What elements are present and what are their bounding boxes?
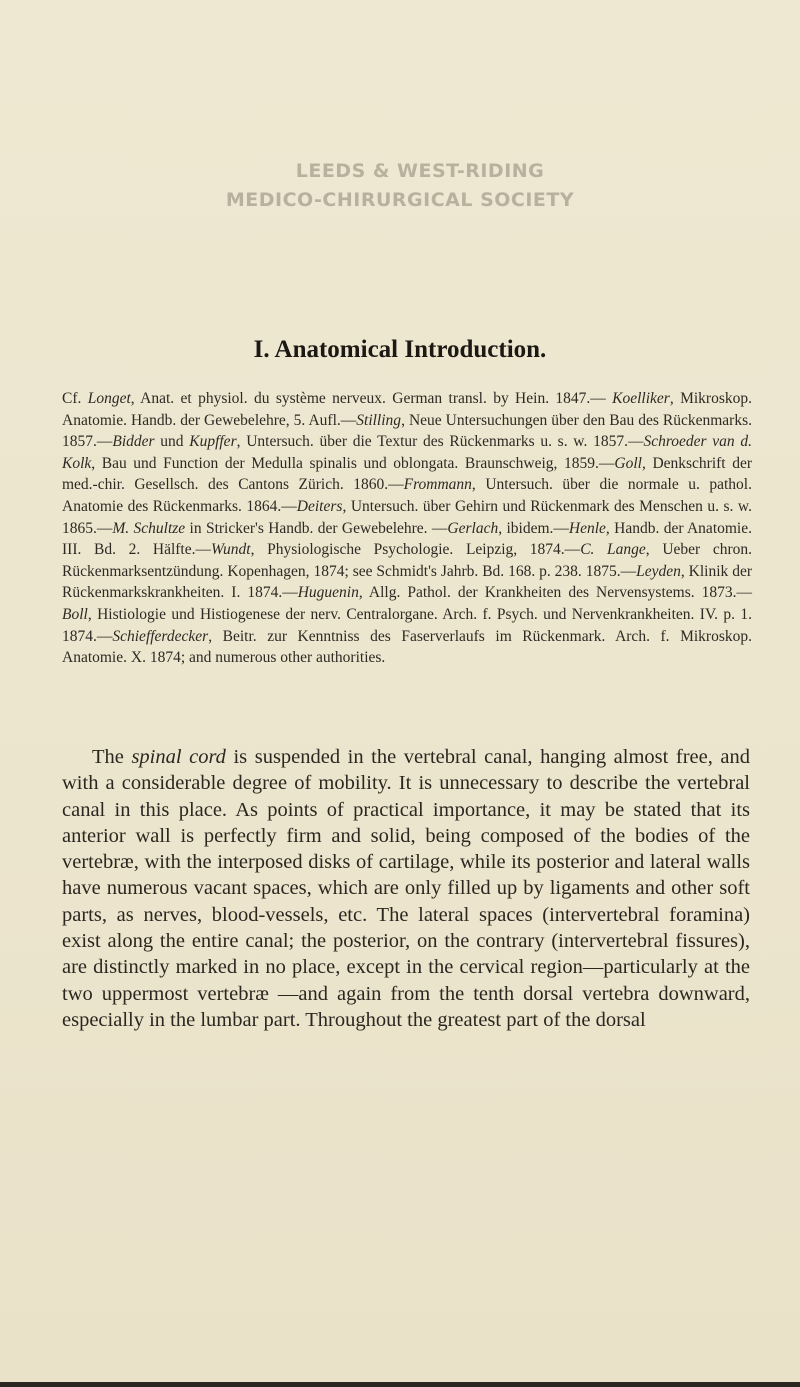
body-pre-term: The bbox=[92, 746, 132, 768]
reference-text: , Physiologische Psychologie. Leipzig, 1874.— bbox=[250, 541, 581, 559]
library-stamp-line-2: MEDICO-CHIRURGICAL SOCIETY bbox=[225, 189, 575, 211]
reference-text: , Untersuch. über die Textur des Rückenmarks u. s. w. 1857.— bbox=[236, 433, 644, 451]
reference-author: Boll bbox=[62, 605, 88, 623]
reference-text: , Klinik der Rückenmarkskrankheiten. I. 1874.— bbox=[62, 562, 752, 602]
reference-author: Wundt bbox=[211, 541, 251, 559]
reference-author: Gerlach bbox=[447, 519, 499, 537]
reference-text: Cf. bbox=[62, 390, 88, 407]
bottom-edge-rule bbox=[0, 1382, 800, 1387]
reference-text: in Stricker's Handb. der Gewebelehre. — bbox=[185, 519, 448, 537]
body-paragraph bbox=[62, 744, 750, 1033]
reference-author: C. Lange bbox=[580, 541, 646, 559]
reference-text: , Allg. Pathol. der Krankheiten des Nervensystems. 1873.— bbox=[358, 584, 752, 602]
reference-text: , Untersuch. über Gehirn und Rückenmark des Menschen u. s. w. 1865.— bbox=[62, 497, 752, 537]
references-paragraph bbox=[62, 388, 752, 669]
reference-text: , Anat. et physiol. du système nerveux. German transl. by Hein. 1847.— bbox=[130, 390, 613, 407]
reference-author: Schroeder van d. Kolk bbox=[62, 433, 753, 472]
reference-text: , Untersuch. über die normale u. pathol. Anatomie des Rückenmarks. 1864.— bbox=[62, 476, 752, 515]
reference-author: Schiefferdecker bbox=[112, 627, 209, 645]
reference-text: und bbox=[154, 433, 190, 451]
reference-author: Huguenin bbox=[297, 584, 359, 602]
reference-author: Deiters bbox=[296, 497, 343, 515]
reference-author: Frommann bbox=[403, 476, 472, 494]
reference-text: , Bau und Function der Medulla spinalis und oblongata. Braunschweig, 1859.— bbox=[91, 454, 615, 472]
reference-text: , ibidem.— bbox=[498, 519, 569, 537]
reference-author: Bidder bbox=[112, 433, 155, 451]
body-text: is suspended in the vertebral canal, hanging almost free, and with a considerable degree of mobility. It is unnecessary to describe the vertebral canal in this place. As points of practical importance, it may be stated that its anterior wall is perfectly firm and solid, being composed of the bodies of the vertebræ, with the interposed disks of cartilage, while its posterior and lateral walls have numerous vacant spaces, which are only filled up by ligaments and other soft parts, as nerves, blood-vessels, etc. The lateral spaces (intervertebral foramina) exist along the entire canal; the posterior, on the contrary (intervertebral fissures), are distinctly marked in no place, except in the cervical region—particularly at the two uppermost vertebræ —and again from the tenth dorsal vertebra downward, especially in the lumbar part. Throughout the greatest part of the dorsal bbox=[62, 746, 751, 1031]
reference-author: Koelliker bbox=[612, 390, 670, 407]
section-title: I. Anatomical Introduction. bbox=[253, 336, 547, 363]
reference-author: Longet bbox=[87, 390, 131, 407]
reference-text: , Ueber chron. Rückenmarksentzündung. Kopenhagen, 1874; see Schmidt's Jahrb. Bd. 168. p. 238. 1875.— bbox=[62, 541, 752, 580]
reference-text: , Neue Untersuchungen über den Bau des Rückenmarks. 1857.— bbox=[62, 411, 752, 451]
reference-author: Stilling bbox=[356, 411, 402, 429]
reference-text: , Beitr. zur Kenntniss des Faserverlaufs im Rückenmark. Arch. f. Mikroskop. Anatomie. X. 1874; and numerous other authorities. bbox=[62, 627, 752, 667]
reference-author: Kupffer bbox=[189, 433, 237, 451]
lead-term: spinal cord bbox=[131, 746, 226, 768]
reference-text: , Histiologie und Histiogenese der nerv. Centralorgane. Arch. f. Psych. und Nervenkrankheiten. IV. p. 1. 1874.— bbox=[62, 605, 752, 645]
reference-author: Leyden bbox=[636, 562, 681, 580]
reference-author: Henle bbox=[568, 519, 606, 537]
reference-text: , Denkschrift der med.-chir. Gesellsch. des Cantons Zürich. 1860.— bbox=[62, 454, 752, 494]
reference-text: , Handb. der Anatomie. III. Bd. 2. Hälfte.— bbox=[62, 519, 752, 559]
reference-text: , Mikroskop. Anatomie. Handb. der Gewebelehre, 5. Aufl.— bbox=[62, 390, 752, 429]
library-stamp-line-1: LEEDS & WEST-RIDING bbox=[295, 160, 545, 182]
reference-author: Goll bbox=[614, 454, 642, 472]
reference-author: M. Schultze bbox=[112, 519, 186, 537]
